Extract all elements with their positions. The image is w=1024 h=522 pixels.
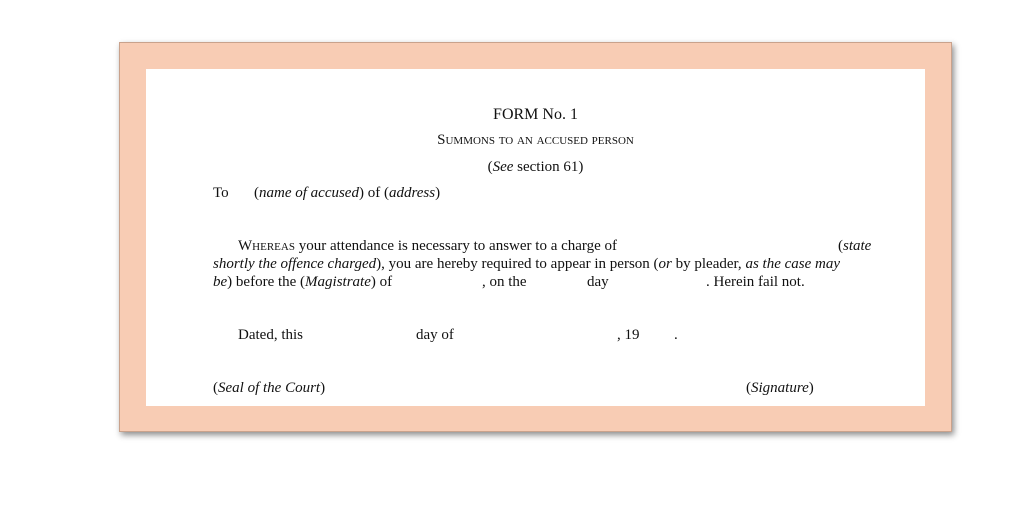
- day-of-label: day of: [416, 327, 454, 343]
- dated-label: Dated, this: [238, 327, 303, 343]
- offence-charged-text: shortly the offence charged: [213, 256, 377, 272]
- form-title: FORM No. 1: [493, 106, 578, 123]
- addressee-line: (name of accused) of (address): [254, 185, 441, 201]
- date-period: .: [674, 327, 678, 343]
- magistrate-line: [213, 274, 392, 291]
- day-text: day: [587, 274, 609, 290]
- magistrate-word: Magistrate: [305, 274, 371, 290]
- case-may-text: as the case may: [745, 256, 840, 272]
- of-connector: of: [367, 185, 381, 201]
- seal-of-court: (Seal of the Court): [213, 380, 326, 396]
- seal-text: Seal of the Court: [218, 380, 321, 396]
- whereas-word: Whereas: [238, 238, 295, 254]
- offence-line: [213, 256, 840, 273]
- be-word: be: [213, 274, 228, 290]
- section-reference: (See section 61): [487, 159, 584, 175]
- signature-field: (Signature): [746, 380, 814, 396]
- state-paren: (state: [838, 238, 872, 254]
- or-word: or: [658, 256, 672, 272]
- name-of-accused-placeholder: name of accused: [259, 185, 359, 201]
- address-placeholder: address: [388, 185, 436, 201]
- to-prefix: To: [213, 185, 229, 201]
- section-number: section 61: [517, 159, 579, 175]
- signature-text: Signature: [751, 380, 809, 396]
- of-text: ) of: [370, 274, 393, 290]
- see-label: See: [492, 159, 514, 175]
- whereas-line: [238, 238, 617, 255]
- appear-text: ), you are hereby required to appear in person (: [376, 256, 659, 272]
- fail-not-text: . Herein fail not.: [706, 274, 805, 290]
- before-the-text: ) before the (: [227, 274, 306, 290]
- pleader-text: by pleader,: [671, 256, 746, 272]
- charge-text: your attendance is necessary to answer to a charge of: [298, 238, 618, 254]
- form-sheet: [146, 69, 925, 406]
- on-the-text: , on the: [482, 274, 527, 290]
- document-frame: [119, 42, 952, 432]
- form-subtitle: Summons to an accused person: [437, 132, 634, 148]
- year-prefix: , 19: [617, 327, 640, 343]
- state-word: state: [843, 238, 872, 254]
